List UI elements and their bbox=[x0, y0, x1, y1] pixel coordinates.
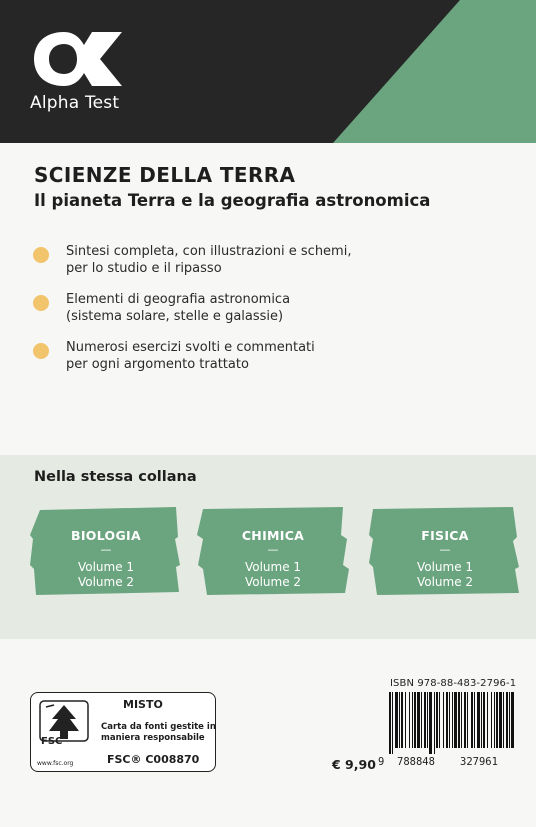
barcode-bar bbox=[412, 692, 413, 748]
barcode-bar bbox=[389, 692, 391, 754]
barcode-bar bbox=[452, 692, 453, 748]
barcode-bar bbox=[392, 692, 393, 754]
book-name: BIOLOGIA bbox=[71, 528, 141, 543]
feature-line: per ogni argomento trattato bbox=[66, 357, 249, 372]
barcode-bar bbox=[481, 692, 482, 748]
feature-line: Elementi di geografia astronomica bbox=[66, 292, 291, 307]
barcode-bar bbox=[409, 692, 410, 748]
barcode-bar bbox=[458, 692, 460, 748]
barcode-bar bbox=[446, 692, 448, 748]
barcode-bar bbox=[483, 692, 485, 748]
price: € 9,90 bbox=[332, 757, 376, 772]
series-panel bbox=[0, 455, 536, 639]
brand-name: Alpha Test bbox=[30, 93, 120, 113]
fsc-label bbox=[30, 692, 216, 772]
barcode-bar bbox=[449, 692, 450, 748]
barcode-bar bbox=[395, 692, 398, 748]
feature-line: per lo studio e il ripasso bbox=[66, 261, 222, 276]
feature-item bbox=[33, 291, 413, 325]
barcode-bar bbox=[487, 692, 488, 748]
barcode-digits-right: 327961 bbox=[460, 756, 498, 768]
series-book-biologia bbox=[30, 507, 182, 595]
book-volume: Volume 1 bbox=[416, 560, 474, 574]
barcode-digit-first: 9 bbox=[378, 756, 385, 768]
book-subtitle: Il pianeta Terra e la geografia astronomica bbox=[34, 191, 431, 210]
barcode-bar bbox=[506, 692, 508, 748]
fsc-tree-icon bbox=[38, 699, 90, 765]
barcode-bar bbox=[496, 692, 498, 748]
fsc-description: Carta da fonti gestite in maniera responsabile bbox=[101, 722, 216, 743]
feature-item bbox=[33, 339, 413, 373]
barcode-digits-left: 788848 bbox=[397, 756, 435, 768]
barcode-bar bbox=[417, 692, 420, 748]
book-volume: Volume 2 bbox=[416, 575, 474, 589]
barcode-bar bbox=[503, 692, 504, 748]
series-book-fisica bbox=[369, 507, 521, 595]
barcode-bar bbox=[414, 692, 416, 748]
barcode-bar bbox=[461, 692, 462, 748]
barcode-bar bbox=[434, 692, 435, 754]
barcode-bar bbox=[427, 692, 428, 748]
book-volume: Volume 1 bbox=[77, 560, 135, 574]
barcode-bar bbox=[399, 692, 400, 748]
feature-line: Sintesi completa, con illustrazioni e schemi, bbox=[66, 244, 352, 259]
alpha-test-logo-icon bbox=[30, 28, 130, 90]
bullet-dot-icon bbox=[33, 247, 49, 263]
book-dash: — bbox=[267, 543, 279, 556]
feature-line: Numerosi esercizi svolti e commentati bbox=[66, 340, 315, 355]
barcode-bar bbox=[491, 692, 492, 748]
barcode-bar bbox=[477, 692, 480, 748]
barcode-bar bbox=[439, 692, 440, 748]
bullet-dot-icon bbox=[33, 295, 49, 311]
barcode-bar bbox=[511, 692, 514, 748]
barcode-bar bbox=[443, 692, 444, 748]
barcode-icon bbox=[388, 692, 518, 754]
barcode-bar bbox=[405, 692, 406, 748]
feature-line: (sistema solare, stelle e galassie) bbox=[66, 309, 284, 324]
fsc-label-title: MISTO bbox=[123, 698, 163, 711]
book-title: SCIENZE DELLA TERRA bbox=[34, 163, 296, 187]
series-book-chimica bbox=[197, 507, 349, 595]
barcode-bar bbox=[401, 692, 403, 748]
barcode-bar bbox=[421, 692, 422, 748]
barcode-bar bbox=[509, 692, 510, 748]
bullet-dot-icon bbox=[33, 343, 49, 359]
book-name: FISICA bbox=[421, 528, 469, 543]
feature-item bbox=[33, 243, 413, 277]
barcode-bar bbox=[474, 692, 475, 748]
series-title: Nella stessa collana bbox=[34, 469, 197, 485]
fsc-code: FSC® C008870 bbox=[107, 753, 200, 766]
barcode-bar bbox=[499, 692, 502, 748]
book-volume: Volume 1 bbox=[244, 560, 302, 574]
barcode-bar bbox=[471, 692, 473, 748]
barcode-bar bbox=[467, 692, 468, 748]
isbn: ISBN 978-88-483-2796-1 bbox=[390, 678, 517, 689]
barcode-bar bbox=[494, 692, 495, 748]
header-banner bbox=[0, 0, 536, 143]
barcode-bar bbox=[454, 692, 457, 748]
barcode-bar bbox=[464, 692, 466, 748]
feature-list bbox=[33, 243, 413, 387]
barcode-bar bbox=[429, 692, 432, 754]
book-dash: — bbox=[100, 543, 112, 556]
book-name: CHIMICA bbox=[241, 528, 305, 543]
barcode-bar bbox=[424, 692, 426, 748]
fsc-url: www.fsc.org bbox=[37, 760, 74, 767]
book-volume: Volume 2 bbox=[77, 575, 135, 589]
fsc-logo-text: FSC bbox=[41, 736, 63, 747]
book-dash: — bbox=[439, 543, 451, 556]
book-volume: Volume 2 bbox=[244, 575, 302, 589]
barcode-bar bbox=[436, 692, 438, 748]
